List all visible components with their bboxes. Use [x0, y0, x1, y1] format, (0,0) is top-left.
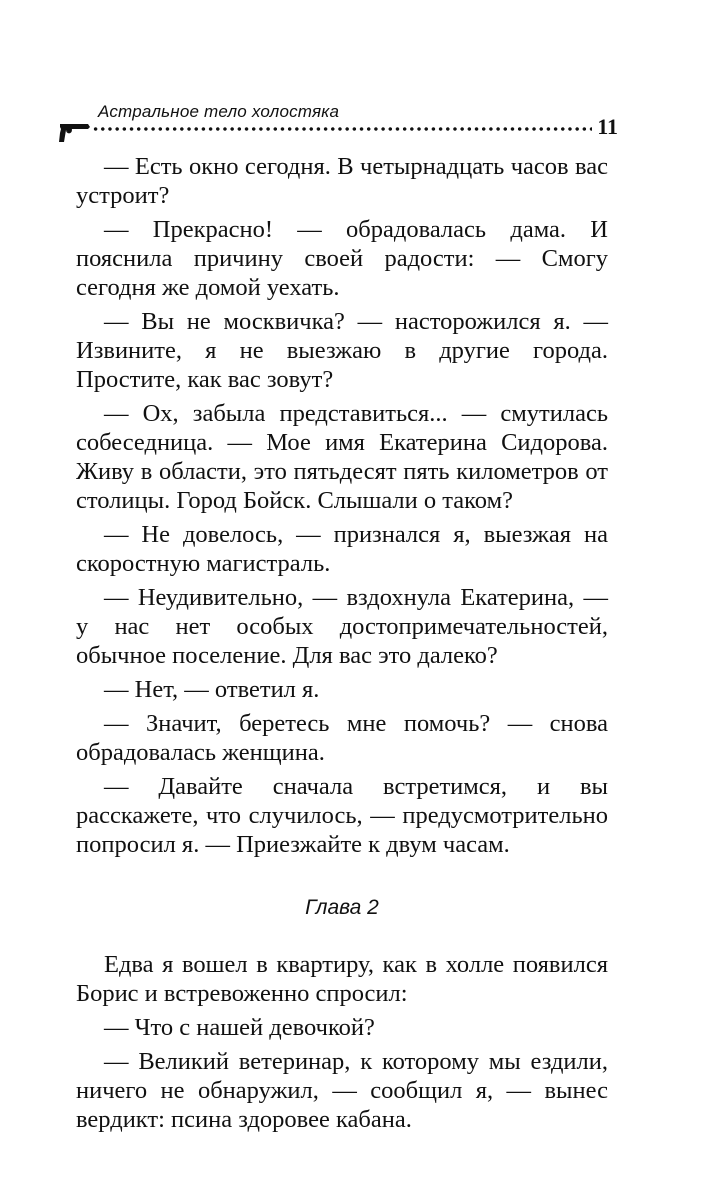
paragraph: — Давайте сначала встретимся, и вы расскажете, что случилось, — предусмотрительно попросил я. — Приезжайте к двум часам. — [76, 773, 608, 858]
running-header — [58, 100, 618, 150]
chapter-title: Глава 2 — [305, 896, 379, 919]
paragraph: — Прекрасно! — обрадовалась дама. И пояснила причину своей радости: — Смогу сегодня же домой уехать. — [76, 216, 608, 301]
paragraph: — Неудивительно, — вздохнула Екатерина, — у нас нет особых достопримечательностей, обычное поселение. Для вас это далеко? — [76, 584, 608, 669]
paragraph: — Значит, беретесь мне помочь? — снова обрадовалась женщина. — [76, 710, 608, 766]
paragraph: Едва я вошел в квартиру, как в холле появился Борис и встревоженно спросил: — [76, 951, 608, 1007]
revolver-icon — [58, 118, 92, 144]
running-title: Астральное тело холостяка — [98, 102, 340, 121]
page-body — [76, 152, 608, 1139]
paragraph: — Великий ветеринар, к которому мы ездили, ничего не обнаружил, — сообщил я, — вынес вердикт: псина здоровее кабана. — [76, 1048, 608, 1133]
page-number: 11 — [597, 114, 618, 139]
dotted-leader — [92, 126, 592, 132]
paragraph: — Ох, забыла представиться... — смутилась собеседница. — Мое имя Екатерина Сидорова. Живу в области, это пятьдесят пять километров от столицы. Город Бойск. Слышали о таком? — [76, 400, 608, 514]
paragraph: — Не довелось, — признался я, выезжая на скоростную магистраль. — [76, 521, 608, 577]
paragraph: — Что с нашей девочкой? — [104, 1014, 375, 1041]
paragraph: — Вы не москвичка? — насторожился я. — Извините, я не выезжаю в другие города. Простите, как вас зовут? — [76, 308, 608, 393]
paragraph: — Есть окно сегодня. В четырнадцать часов вас устроит? — [76, 153, 608, 209]
paragraph: — Нет, — ответил я. — [104, 676, 320, 703]
